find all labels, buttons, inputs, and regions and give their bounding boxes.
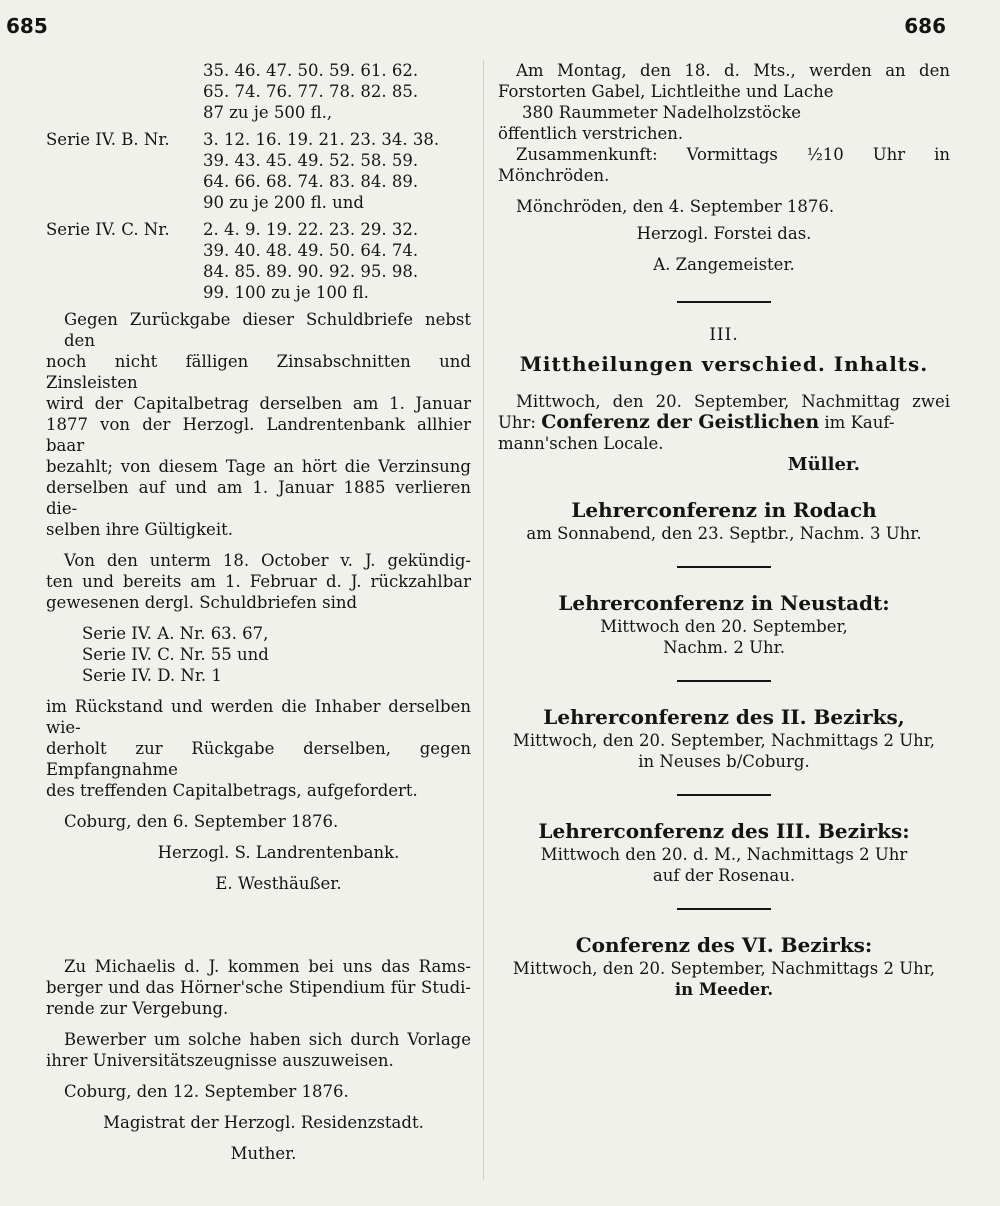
number-line: 87 zu je 500 fl., [203, 103, 333, 122]
series-label: Serie IV. B. Nr. [46, 130, 170, 149]
text-line: in Neuses b/Coburg. [638, 752, 810, 771]
text-line: Forstorten Gabel, Lichtleithe und Lache [498, 82, 834, 101]
text-line: selben ihre Gültigkeit. [46, 520, 233, 539]
text-line: 380 Raummeter Nadelholzstöcke [522, 103, 802, 122]
separator-rule [677, 908, 771, 910]
text-line: auf der Rosenau. [652, 866, 796, 885]
text-line: Nachm. 2 Uhr. [663, 638, 785, 657]
page-number-left: 685 [6, 14, 48, 38]
spacer [46, 894, 471, 956]
signature: Muther. [230, 1144, 297, 1163]
text-line: 1877 von der Herzogl. Landrentenbank allhier baar [46, 415, 471, 455]
issuing-authority: Magistrat der Herzogl. Residenzstadt. [103, 1113, 424, 1132]
text-line: wird der Capitalbetrag derselben am 1. Januar [46, 394, 471, 413]
notice-title: Lehrerconferenz in Neustadt: [558, 591, 890, 615]
list-item: Serie IV. A. Nr. 63. 67, [82, 624, 269, 643]
text-line: ihrer Universitätszeugnisse auszuweisen. [46, 1051, 394, 1070]
place-date: Coburg, den 12. September 1876. [64, 1082, 349, 1101]
bond-series-row [46, 129, 471, 213]
separator-rule [677, 794, 771, 796]
outstanding-bonds-list [46, 623, 471, 686]
bond-series-row [46, 60, 471, 123]
stipend-paragraph [46, 956, 471, 1019]
text-line: Zu Michaelis d. J. kommen bei uns das Rams- [64, 957, 471, 976]
notice-district-3 [498, 818, 950, 886]
separator-rule [677, 566, 771, 568]
text-line: berger und das Hörner'sche Stipendium für Studi- [46, 978, 471, 997]
text-line: Mittwoch den 20. September, [600, 617, 848, 636]
text-line: derholt zur Rückgabe derselben, gegen Empfangnahme [46, 739, 471, 779]
section-title: Mittheilungen verschied. Inhalts. [519, 352, 929, 376]
notice-district-2 [498, 704, 950, 772]
reminder-paragraph [46, 696, 471, 801]
notice-district-6 [498, 932, 950, 1000]
number-line: 39. 40. 48. 49. 50. 64. 74. [203, 241, 419, 260]
text-line: des treffenden Capitalbetrags, aufgefordert. [46, 781, 418, 800]
notice-title: Conferenz des VI. Bezirks: [575, 933, 873, 957]
number-line: 2. 4. 9. 19. 22. 23. 29. 32. [203, 220, 419, 239]
signature: Müller. [787, 454, 860, 475]
text-line: Mönchröden. [498, 166, 610, 185]
applicant-paragraph [46, 1029, 471, 1071]
page-number-right: 686 [904, 14, 946, 38]
bond-series-row [46, 219, 471, 303]
clergy-conference-notice [498, 391, 950, 475]
series-numbers [203, 219, 471, 303]
conference-name: Conferenz der Geistlichen [541, 411, 820, 433]
right-column [498, 60, 950, 1000]
number-line: 39. 43. 45. 49. 52. 58. 59. [203, 151, 419, 170]
list-item: Serie IV. D. Nr. 1 [82, 666, 222, 685]
text-line: Mittwoch, den 20. September, Nachmittag zwei [516, 392, 950, 411]
text-line: im Rückstand und werden die Inhaber derselben wie- [46, 697, 471, 737]
called-bonds-paragraph [46, 550, 471, 613]
number-line: 90 zu je 200 fl. und [203, 193, 364, 212]
meeting-paragraph [498, 144, 950, 186]
issuing-authority: Herzogl. S. Landrentenbank. [157, 843, 400, 862]
text-line: Mittwoch den 20. d. M., Nachmittags 2 Uhr [540, 845, 908, 864]
column-divider [483, 60, 484, 1180]
bond-list [46, 60, 471, 303]
notice-rodach [498, 497, 950, 544]
text-line: Von den unterm 18. October v. J. gekündig- [64, 551, 471, 570]
series-numbers [203, 129, 471, 213]
text-line: bezahlt; von diesem Tage an hört die Verzinsung [46, 457, 471, 476]
separator-rule [677, 680, 771, 682]
text-line: rende zur Vergebung. [46, 999, 229, 1018]
text-line: Zusammenkunft: Vormittags ½10 Uhr in [516, 145, 950, 164]
signature: E. Westhäußer. [215, 874, 342, 893]
notice-neustadt [498, 590, 950, 658]
series-numbers [203, 60, 471, 123]
text-line: Mittwoch, den 20. September, Nachmittags 2 Uhr, [512, 731, 936, 750]
text-line: in Meeder. [674, 980, 774, 999]
text-line: gewesenen dergl. Schuldbriefen sind [46, 593, 358, 612]
text-line: Gegen Zurückgabe dieser Schuldbriefe nebst den [64, 310, 471, 350]
timber-auction-paragraph [498, 60, 950, 144]
text-line: Am Montag, den 18. d. Mts., werden an den [516, 61, 950, 80]
section-number: III. [709, 325, 739, 345]
place-date: Coburg, den 6. September 1876. [64, 812, 339, 831]
number-line: 99. 100 zu je 100 fl. [203, 283, 369, 302]
left-column [46, 60, 471, 1164]
text-line: Mittwoch, den 20. September, Nachmittags 2 Uhr, [512, 959, 936, 978]
redemption-paragraph [46, 309, 471, 540]
notice-title: Lehrerconferenz in Rodach [571, 498, 877, 522]
text-line: Bewerber um solche haben sich durch Vorlage [64, 1030, 471, 1049]
list-item: Serie IV. C. Nr. 55 und [82, 645, 269, 664]
text-fragment: im Kauf- [824, 413, 895, 432]
signature: A. Zangemeister. [653, 255, 795, 274]
issuing-authority: Herzogl. Forstei das. [636, 224, 812, 243]
text-line [498, 412, 950, 433]
text-fragment: Uhr: [498, 413, 536, 432]
text-line: öffentlich verstrichen. [498, 124, 684, 143]
number-line: 65. 74. 76. 77. 78. 82. 85. [203, 82, 419, 101]
notice-title: Lehrerconferenz des III. Bezirks: [538, 819, 910, 843]
text-line: derselben auf und am 1. Januar 1885 verlieren die- [46, 478, 471, 518]
number-line: 84. 85. 89. 90. 92. 95. 98. [203, 262, 419, 281]
text-line: noch nicht fälligen Zinsabschnitten und Zinsleisten [46, 352, 471, 392]
notice-title: Lehrerconferenz des II. Bezirks, [543, 705, 905, 729]
series-label: Serie IV. C. Nr. [46, 220, 170, 239]
series-label [46, 60, 203, 123]
number-line: 3. 12. 16. 19. 21. 23. 34. 38. [203, 130, 440, 149]
text-line: ten und bereits am 1. Februar d. J. rückzahlbar [46, 572, 471, 591]
text-line: mann'schen Locale. [498, 434, 664, 453]
number-line: 35. 46. 47. 50. 59. 61. 62. [203, 61, 419, 80]
text-line: am Sonnabend, den 23. Septbr., Nachm. 3 Uhr. [526, 524, 922, 543]
separator-rule [677, 301, 771, 303]
number-line: 64. 66. 68. 74. 83. 84. 89. [203, 172, 419, 191]
place-date: Mönchröden, den 4. September 1876. [516, 197, 835, 216]
